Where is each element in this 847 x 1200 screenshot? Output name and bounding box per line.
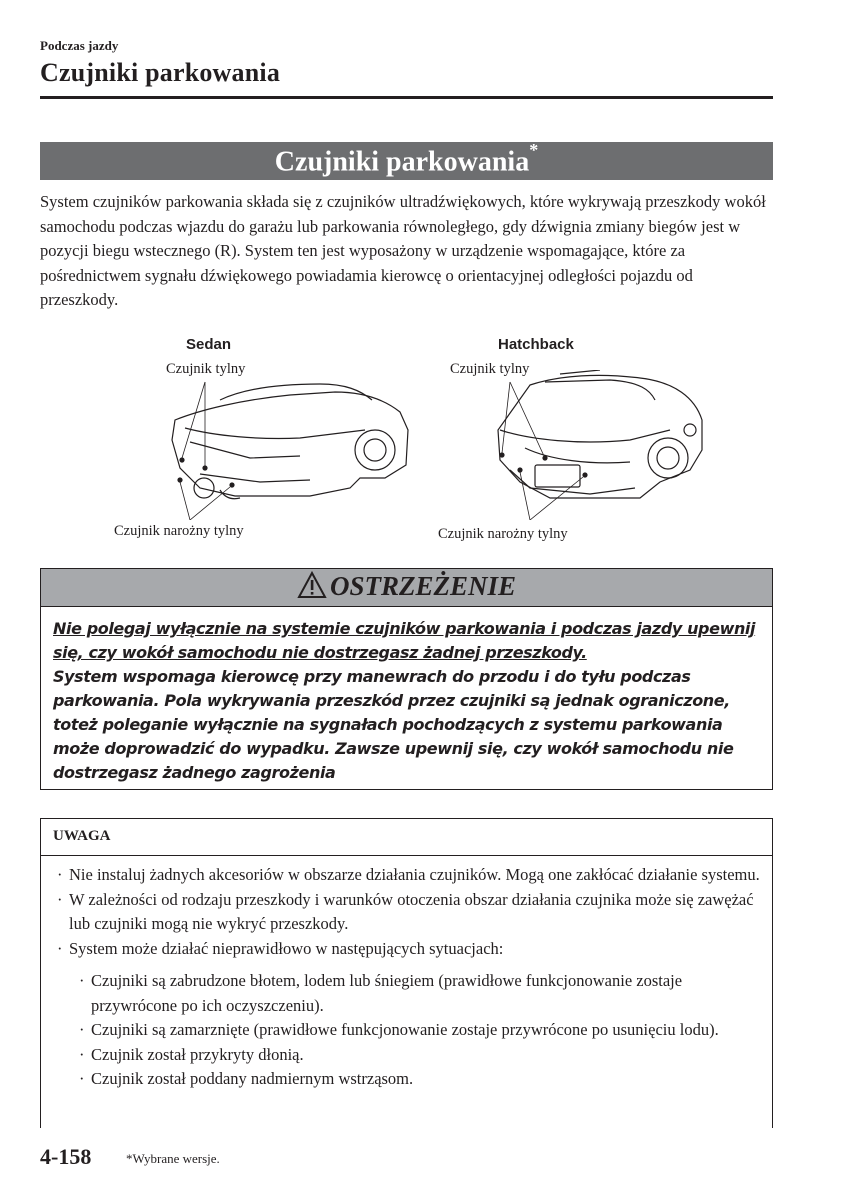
warning-text: System wspomaga kierowcę przy manewrach do przodu i do tyłu podczas parkowania. Pola wykrywania przeszkód przez czujniki są jednak ograniczone, toteż poleganie wyłącznie na sygnałach pochodzących z systemu parkowania może doprowadzić do wypadku. Zawsze upewnij się, czy wokół samochodu nie dostrzegasz żadnego zagrożenia bbox=[53, 667, 734, 782]
hatchback-rear-illustration bbox=[490, 370, 720, 520]
section-label: Podczas jazdy bbox=[40, 38, 119, 53]
intro-paragraph: System czujników parkowania składa się z czujników ultradźwiękowych, które wykrywają przeszkody wokół samochodu podczas wjazdu do garażu lub parkowania równoległego, gdy dźwignia zmiany biegów jest w pozycji biegu wstecznego (R). System ten jest wyposażony w urządzenie wspomagające, które za pośrednictwem sygnału dźwiękowego powiadamia kierowcę o orientacyjnej odległości pojazdu od przeszkody. bbox=[40, 192, 766, 309]
page-number: 4-158 bbox=[40, 1144, 92, 1169]
sub-list-item-text: Czujniki są zamarznięte (prawidłowe funkcjonowanie zostaje przywrócone po usunięciu lodu). bbox=[91, 1020, 719, 1039]
section-heading-text: Czujniki parkowania bbox=[274, 146, 530, 178]
sedan-label: Sedan bbox=[186, 336, 232, 353]
note-title: UWAGA bbox=[53, 828, 111, 844]
hatchback-rear-sensor-callout: Czujnik tylny bbox=[450, 361, 530, 377]
sub-list-item bbox=[77, 1018, 767, 1043]
sub-list-item-text: Czujnik został poddany nadmiernym wstrząsom. bbox=[91, 1069, 414, 1088]
sub-list-item-text: Czujniki są zabrudzone błotem, lodem lub śniegiem (prawidłowe funkcjonowanie zostaje przywrócone po ich oczyszczeniu). bbox=[91, 971, 683, 1015]
section-heading bbox=[40, 140, 773, 178]
hatchback-corner-sensor-callout: Czujnik narożny tylny bbox=[438, 526, 568, 542]
bullet-marker: · bbox=[79, 971, 85, 990]
list-item-text: System może działać nieprawidłowo w następujących sytuacjach: bbox=[69, 938, 504, 958]
warning-triangle-icon bbox=[297, 571, 327, 599]
bullet-marker: · bbox=[79, 1020, 85, 1039]
note-list bbox=[55, 863, 767, 1092]
list-item-text: Nie instaluj żadnych akcesoriów w obszarze działania czujników. Mogą one zakłócać działanie systemu. bbox=[69, 865, 760, 884]
warning-header bbox=[41, 569, 772, 607]
warning-lead: Nie polegaj wyłącznie na systemie czujników parkowania i podczas jazdy upewnij się, czy wokół samochodu nie dostrzegasz żadnej przeszkody. bbox=[53, 619, 756, 662]
sedan-rear-illustration bbox=[160, 370, 420, 520]
note-header bbox=[41, 819, 772, 856]
title-divider bbox=[40, 96, 773, 99]
bullet-marker: · bbox=[79, 1044, 85, 1064]
bullet-marker: · bbox=[57, 889, 63, 909]
hatchback-label: Hatchback bbox=[498, 336, 574, 353]
list-item bbox=[55, 888, 767, 937]
warning-title-wrap bbox=[297, 571, 516, 601]
bullet-marker: · bbox=[79, 1069, 85, 1088]
sub-list-item bbox=[77, 969, 767, 1018]
sedan-corner-sensor-callout: Czujnik narożny tylny bbox=[114, 523, 244, 539]
section-heading-bar bbox=[40, 142, 773, 180]
warning-box bbox=[40, 568, 773, 790]
warning-title: OSTRZEŻENIE bbox=[329, 571, 517, 601]
page-title: Czujniki parkowania bbox=[40, 58, 281, 87]
footnote: *Wybrane wersje. bbox=[126, 1151, 220, 1166]
sedan-rear-sensor-callout: Czujnik tylny bbox=[166, 361, 246, 377]
sub-list-item bbox=[77, 1043, 767, 1068]
note-box bbox=[40, 818, 773, 1128]
warning-body bbox=[53, 617, 765, 785]
bullet-marker: · bbox=[57, 938, 63, 958]
sub-list-item-text: Czujnik został przykryty dłonią. bbox=[91, 1044, 304, 1064]
list-item bbox=[55, 937, 767, 962]
sub-list-item bbox=[77, 1067, 767, 1092]
bullet-marker: · bbox=[57, 865, 63, 884]
list-item-text: W zależności od rodzaju przeszkody i warunków otoczenia obszar działania czujnika może się zawężać lub czujniki mogą nie wykryć przeszkody. bbox=[69, 889, 754, 933]
optional-equipment-mark: * bbox=[529, 140, 539, 160]
list-item bbox=[55, 863, 767, 888]
sub-list bbox=[55, 969, 767, 1092]
